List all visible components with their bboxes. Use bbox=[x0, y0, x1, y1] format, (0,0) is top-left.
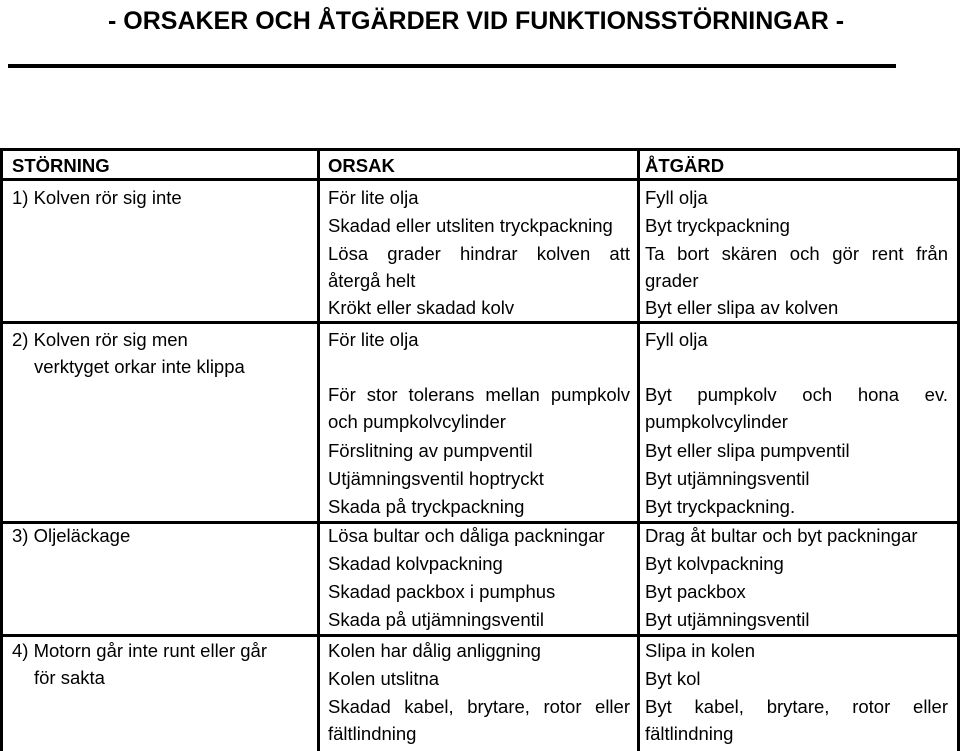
action-cell: Byt eller slipa av kolven bbox=[645, 297, 839, 318]
header-bottom-border bbox=[0, 178, 960, 181]
cause-line: fältlindning bbox=[328, 723, 417, 744]
cause-cell: Lösa bultar och dåliga packningar bbox=[328, 525, 605, 546]
disturbance-line: 2) Kolven rör sig men bbox=[12, 329, 188, 350]
action-line: grader bbox=[645, 270, 699, 291]
action-line: Ta bort skären och gör rent från bbox=[645, 243, 948, 264]
cause-cell: För lite olja bbox=[328, 187, 419, 208]
cause-cell: Utjämningsventil hoptryckt bbox=[328, 468, 544, 489]
action-cell: Byt tryckpackning. bbox=[645, 496, 796, 517]
header-cause: ORSAK bbox=[328, 155, 395, 176]
cause-cell: Skadad kolvpackning bbox=[328, 553, 503, 574]
cause-line: För stor tolerans mellan pumpkolv bbox=[328, 384, 630, 405]
action-cell: Byt kol bbox=[645, 668, 701, 689]
action-cell: Byt packbox bbox=[645, 581, 746, 602]
action-cell: Slipa in kolen bbox=[645, 640, 756, 661]
disturbance-4 bbox=[12, 637, 267, 691]
troubleshooting-table bbox=[0, 148, 960, 751]
cause-line: och pumpkolvcylinder bbox=[328, 411, 506, 432]
title-underline bbox=[8, 64, 896, 68]
action-cell: Byt eller slipa pumpventil bbox=[645, 440, 850, 461]
disturbance-line: för sakta bbox=[34, 667, 105, 688]
cause-cell: Kolen utslitna bbox=[328, 668, 440, 689]
cause-cell bbox=[328, 240, 630, 294]
disturbance-1: 1) Kolven rör sig inte bbox=[12, 187, 182, 208]
cause-line: Lösa grader hindrar kolven att bbox=[328, 243, 630, 264]
cause-cell: Kolen har dålig anliggning bbox=[328, 640, 541, 661]
action-cell bbox=[645, 693, 948, 747]
action-cell: Byt tryckpackning bbox=[645, 215, 790, 236]
header-action: ÅTGÄRD bbox=[645, 155, 725, 176]
action-cell: Fyll olja bbox=[645, 187, 708, 208]
action-cell bbox=[645, 240, 948, 294]
disturbance-line: verktyget orkar inte klippa bbox=[34, 356, 245, 377]
cause-cell: För lite olja bbox=[328, 329, 419, 350]
cause-line: Skadad kabel, brytare, rotor eller bbox=[328, 696, 630, 717]
cause-line: återgå helt bbox=[328, 270, 416, 291]
header-disturbance: STÖRNING bbox=[12, 155, 110, 176]
action-cell: Byt kolvpackning bbox=[645, 553, 784, 574]
table-top-border bbox=[0, 148, 960, 151]
action-line: Byt pumpkolv och hona ev. bbox=[645, 384, 948, 405]
cause-cell: Skada på tryckpackning bbox=[328, 496, 525, 517]
action-cell: Drag åt bultar och byt packningar bbox=[645, 525, 918, 546]
cause-cell: Krökt eller skadad kolv bbox=[328, 297, 515, 318]
cause-cell: Skadad eller utsliten tryckpackning bbox=[328, 215, 613, 236]
action-cell bbox=[645, 381, 948, 435]
column-divider-action bbox=[637, 148, 640, 751]
disturbance-3: 3) Oljeläckage bbox=[12, 525, 131, 546]
action-line: pumpkolvcylinder bbox=[645, 411, 788, 432]
cause-cell bbox=[328, 381, 630, 435]
column-divider-cause bbox=[317, 148, 320, 751]
action-line: Byt kabel, brytare, rotor eller bbox=[645, 696, 948, 717]
action-cell: Fyll olja bbox=[645, 329, 708, 350]
action-cell: Byt utjämningsventil bbox=[645, 609, 810, 630]
table-left-border bbox=[0, 148, 3, 751]
cause-cell: Skada på utjämningsventil bbox=[328, 609, 544, 630]
disturbance-line: 4) Motorn går inte runt eller går bbox=[12, 640, 268, 661]
action-cell: Byt utjämningsventil bbox=[645, 468, 810, 489]
document-title: - ORSAKER OCH ÅTGÄRDER VID FUNKTIONSSTÖRNINGAR - bbox=[108, 7, 845, 35]
action-line: fältlindning bbox=[645, 723, 734, 744]
group-separator bbox=[0, 321, 960, 324]
cause-cell: Förslitning av pumpventil bbox=[328, 440, 533, 461]
disturbance-2 bbox=[12, 326, 245, 380]
cause-cell bbox=[328, 693, 630, 747]
cause-cell: Skadad packbox i pumphus bbox=[328, 581, 556, 602]
